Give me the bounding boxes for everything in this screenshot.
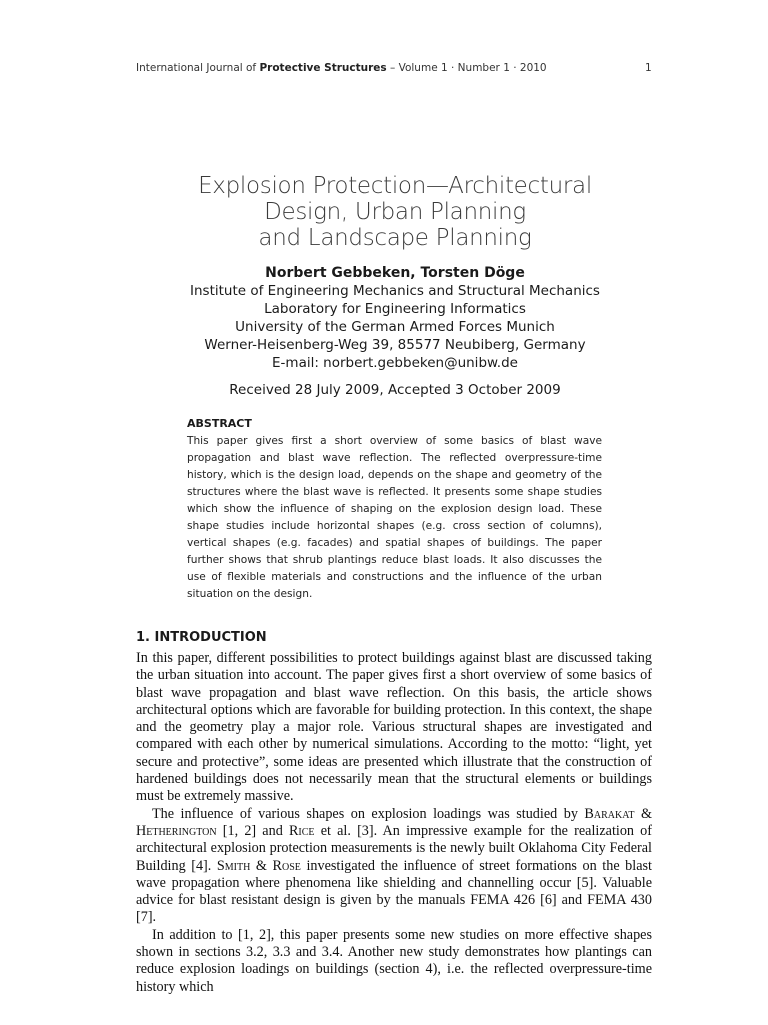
title-line: Explosion Protection—Architectural — [198, 173, 592, 199]
author-name: Rose — [272, 857, 301, 874]
text-run: et al. [3]. An impressive example for the realization of architectural explosion protection measurements is the newly built Oklahoma City Federal Building [4]. — [136, 822, 652, 874]
author-name: Smith — [216, 857, 251, 874]
email-line: E-mail: norbert.gebbeken@unibw.de — [272, 355, 518, 371]
page-number: 1 — [645, 62, 652, 74]
affiliation-line: Laboratory for Engineering Informatics — [264, 301, 526, 317]
paper-title — [140, 173, 650, 251]
text-run: & — [634, 805, 652, 822]
received-dates: Received 28 July 2009, Accepted 3 October 2009 — [229, 382, 561, 398]
paragraph: In addition to [1, 2], this paper presents some new studies on more effective shapes shown in sections 3.2, 3.3 and 3.4. Another new study demonstrates how plantings can reduce explosion loadings on buildings (section 4), i.e. the reflected overpressure-time history which — [136, 926, 652, 995]
paragraph — [136, 806, 652, 927]
affiliation-line: University of the German Armed Forces Munich — [235, 319, 555, 335]
affiliation — [140, 282, 650, 372]
abstract-heading: ABSTRACT — [187, 417, 252, 430]
author-name: Rice — [288, 822, 315, 839]
authors: Norbert Gebbeken, Torsten Döge — [265, 265, 525, 281]
text-run: [1, 2] and — [216, 822, 289, 839]
journal-volume: – Volume 1 · Number 1 · 2010 — [386, 62, 547, 74]
affiliation-line: Institute of Engineering Mechanics and Structural Mechanics — [190, 283, 600, 299]
text-run: investigated the influence of street formations on the blast wave propagation where phenomena like shielding and channelling occur [5]. Valuable advice for blast resistant design is given by the manuals FEMA 426 [6] and FEMA 430 [7]. — [136, 857, 652, 926]
section-body — [136, 650, 652, 996]
author-name: Barakat — [584, 805, 635, 822]
affiliation-line: Werner-Heisenberg-Weg 39, 85577 Neubiberg, Germany — [204, 337, 586, 353]
journal-prefix: International Journal of — [136, 62, 260, 74]
paragraph: In this paper, different possibilities to protect buildings against blast are discussed taking the urban situation into account. The paper gives first a short overview of some basics of blast wave propagation and blast wave reflection. On this basis, the article shows architectural options which are favorable for building protection. In this context, the shape and the geometry play a major role. Various structural shapes are investigated and compared with each other by numerical simulations. According to the motto: “light, yet secure and protective”, some ideas are presented which illustrate that the construction of hardened buildings does not necessarily mean that the structural elements or buildings must be extremely massive. — [136, 650, 652, 805]
section-heading: 1. INTRODUCTION — [136, 630, 267, 645]
text-run: The influence of various shapes on explosion loadings was studied by — [152, 805, 585, 822]
title-line: and Landscape Planning — [258, 225, 532, 251]
running-head — [136, 62, 656, 74]
author-name: Hetherington — [136, 822, 217, 839]
abstract-text: This paper gives first a short overview of some basics of blast wave propagation and blast wave reflection. The reflected overpressure-time history, which is the design load, depends on the shape and geometry of the structures where the blast wave is reflected. It presents some shape studies which show the influence of shaping on the explosion design load. These shape studies include horizontal shapes (e.g. cross section of columns), vertical shapes (e.g. facades) and spatial shapes of buildings. The paper further shows that shrub plantings reduce blast loads. It also discusses the use of flexible materials and constructions and the influence of the urban situation on the design. — [187, 435, 602, 600]
title-line: Design, Urban Planning — [264, 199, 526, 225]
text-run: & — [250, 857, 273, 874]
journal-name: Protective Structures — [259, 62, 387, 74]
